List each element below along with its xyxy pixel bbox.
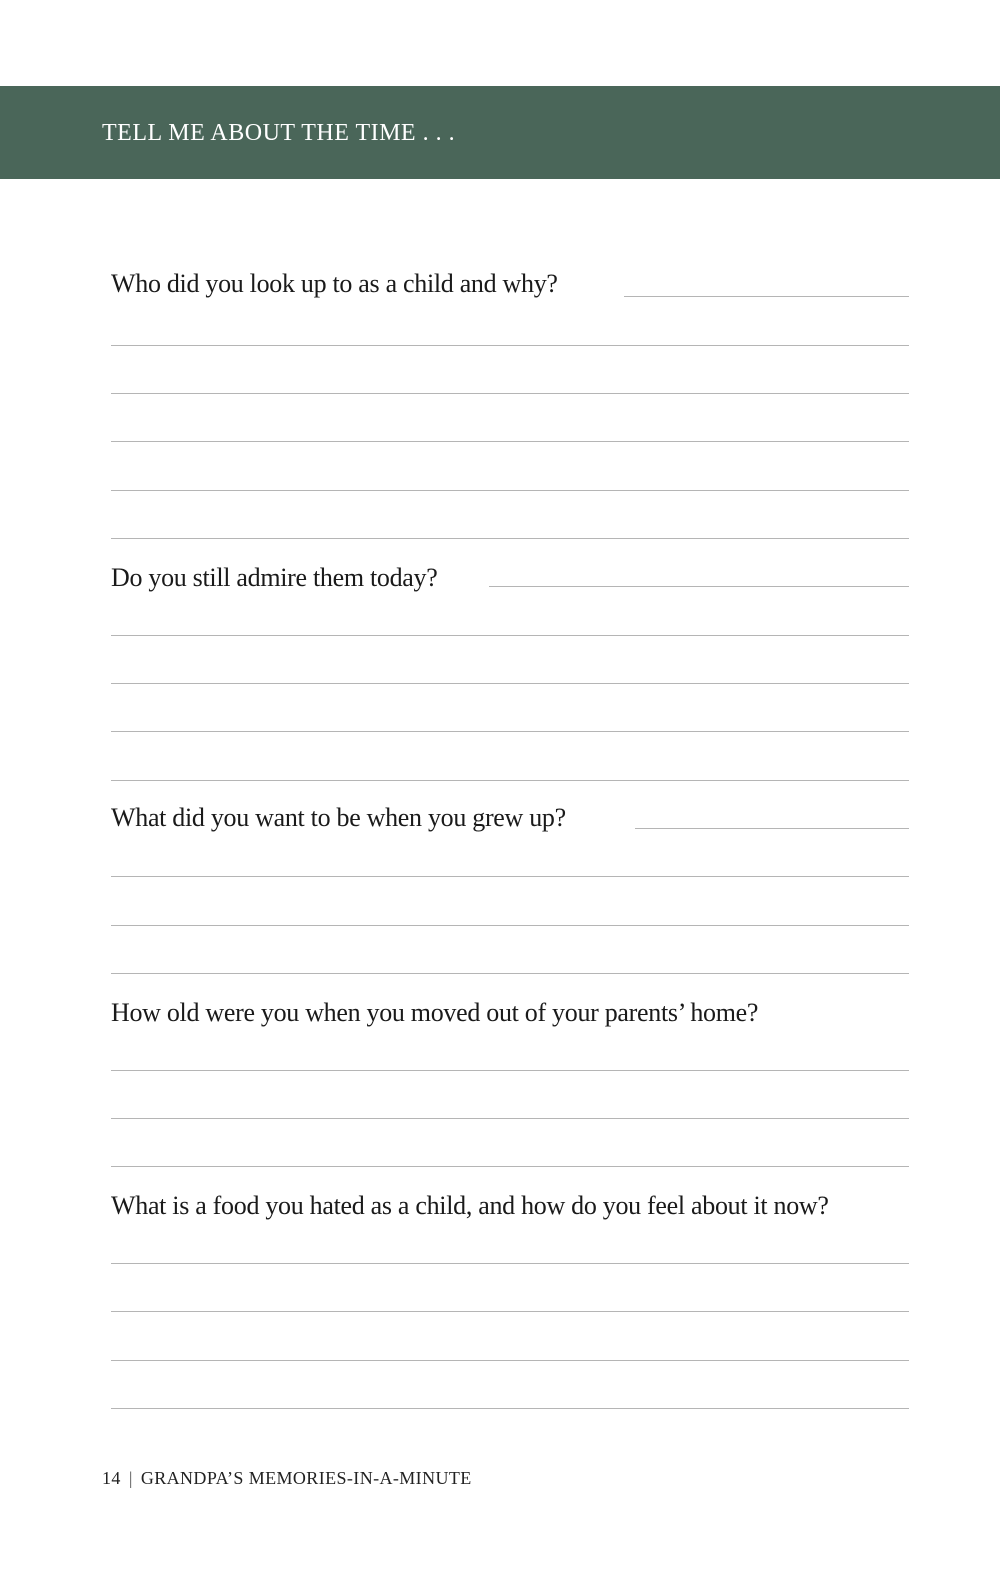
answer-line[interactable] [111, 683, 909, 684]
question-2: Do you still admire them today? [111, 563, 438, 592]
answer-line[interactable] [489, 586, 909, 587]
answer-line[interactable] [111, 490, 909, 491]
answer-line[interactable] [624, 296, 909, 297]
answer-line[interactable] [111, 1166, 909, 1167]
answer-line[interactable] [111, 1360, 909, 1361]
answer-line[interactable] [635, 828, 909, 829]
answer-line[interactable] [111, 876, 909, 877]
answer-line[interactable] [111, 925, 909, 926]
question-4: How old were you when you moved out of your parents’ home? [111, 998, 759, 1027]
answer-line[interactable] [111, 393, 909, 394]
page-footer [102, 1467, 472, 1489]
answer-line[interactable] [111, 973, 909, 974]
answer-line[interactable] [111, 635, 909, 636]
answer-line[interactable] [111, 538, 909, 539]
question-3: What did you want to be when you grew up? [111, 803, 566, 832]
footer-separator: | [128, 1468, 133, 1488]
answer-line[interactable] [111, 731, 909, 732]
book-title: GRANDPA’S MEMORIES-IN-A-MINUTE [140, 1468, 472, 1488]
answer-line[interactable] [111, 1263, 909, 1264]
section-title: TELL ME ABOUT THE TIME . . . [102, 120, 456, 146]
answer-line[interactable] [111, 1408, 909, 1409]
page-number: 14 [102, 1468, 121, 1488]
answer-line[interactable] [111, 441, 909, 442]
question-5: What is a food you hated as a child, and how do you feel about it now? [111, 1191, 829, 1220]
answer-line[interactable] [111, 345, 909, 346]
answer-line[interactable] [111, 1118, 909, 1119]
answer-line[interactable] [111, 1070, 909, 1071]
answer-line[interactable] [111, 1311, 909, 1312]
answer-line[interactable] [111, 780, 909, 781]
question-1: Who did you look up to as a child and why? [111, 269, 558, 298]
